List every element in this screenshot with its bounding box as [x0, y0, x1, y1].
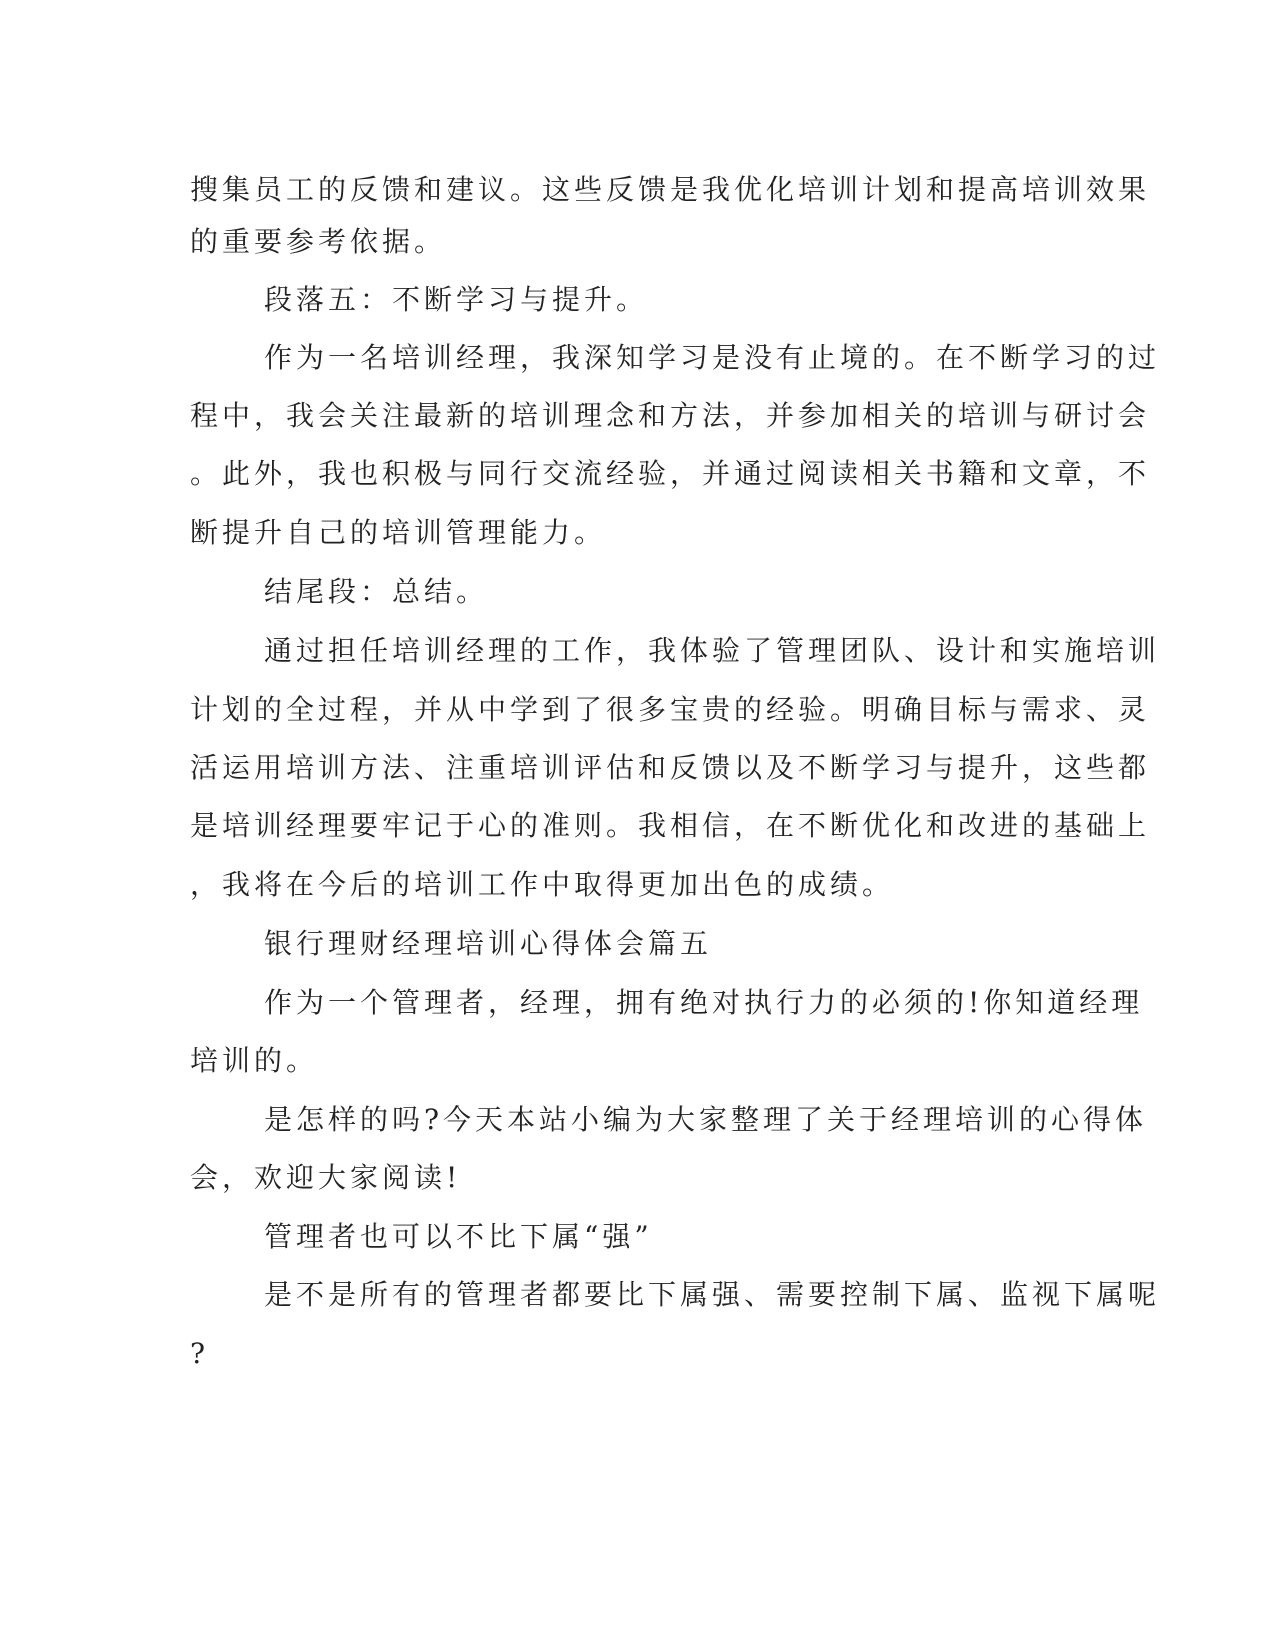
text-line: 作为一个管理者，经理，拥有绝对执行力的必须的!你知道经理 — [264, 986, 1144, 1019]
text-line: 是怎样的吗?今天本站小编为大家整理了关于经理培训的心得体 — [264, 1103, 1148, 1136]
section-heading: 段落五：不断学习与提升。 — [264, 283, 649, 316]
text-line: 计划的全过程，并从中学到了很多宝贵的经验。明确目标与需求、灵 — [190, 693, 1151, 726]
article-title: 银行理财经理培训心得体会篇五 — [264, 927, 713, 960]
text-line: ，我将在今后的培训工作中取得更加出色的成绩。 — [190, 868, 895, 901]
text-line: 是培训经理要牢记于心的准则。我相信，在不断优化和改进的基础上 — [190, 809, 1151, 842]
section-heading: 结尾段：总结。 — [264, 575, 489, 608]
text-line: 会，欢迎大家阅读! — [190, 1161, 462, 1194]
text-line: 作为一名培训经理，我深知学习是没有止境的。在不断学习的过 — [264, 341, 1161, 374]
text-line: 搜集员工的反馈和建议。这些反馈是我优化培训计划和提高培训效果 — [190, 173, 1151, 206]
text-line: 程中，我会关注最新的培训理念和方法，并参加相关的培训与研讨会 — [190, 399, 1151, 432]
text-line: 通过担任培训经理的工作，我体验了管理团队、设计和实施培训 — [264, 634, 1161, 667]
text-line: 活运用培训方法、注重培训评估和反馈以及不断学习与提升，这些都 — [190, 751, 1151, 784]
text-line: ? — [190, 1337, 210, 1370]
text-line: 的重要参考依据。 — [190, 225, 447, 258]
text-line: 培训的。 — [190, 1044, 319, 1077]
text-line: 是不是所有的管理者都要比下属强、需要控制下属、监视下属呢 — [264, 1278, 1161, 1311]
text-line: 。此外，我也积极与同行交流经验，并通过阅读相关书籍和文章，不 — [190, 457, 1151, 490]
section-heading: 管理者也可以不比下属“强” — [264, 1220, 653, 1253]
text-line: 断提升自己的培训管理能力。 — [190, 516, 607, 549]
